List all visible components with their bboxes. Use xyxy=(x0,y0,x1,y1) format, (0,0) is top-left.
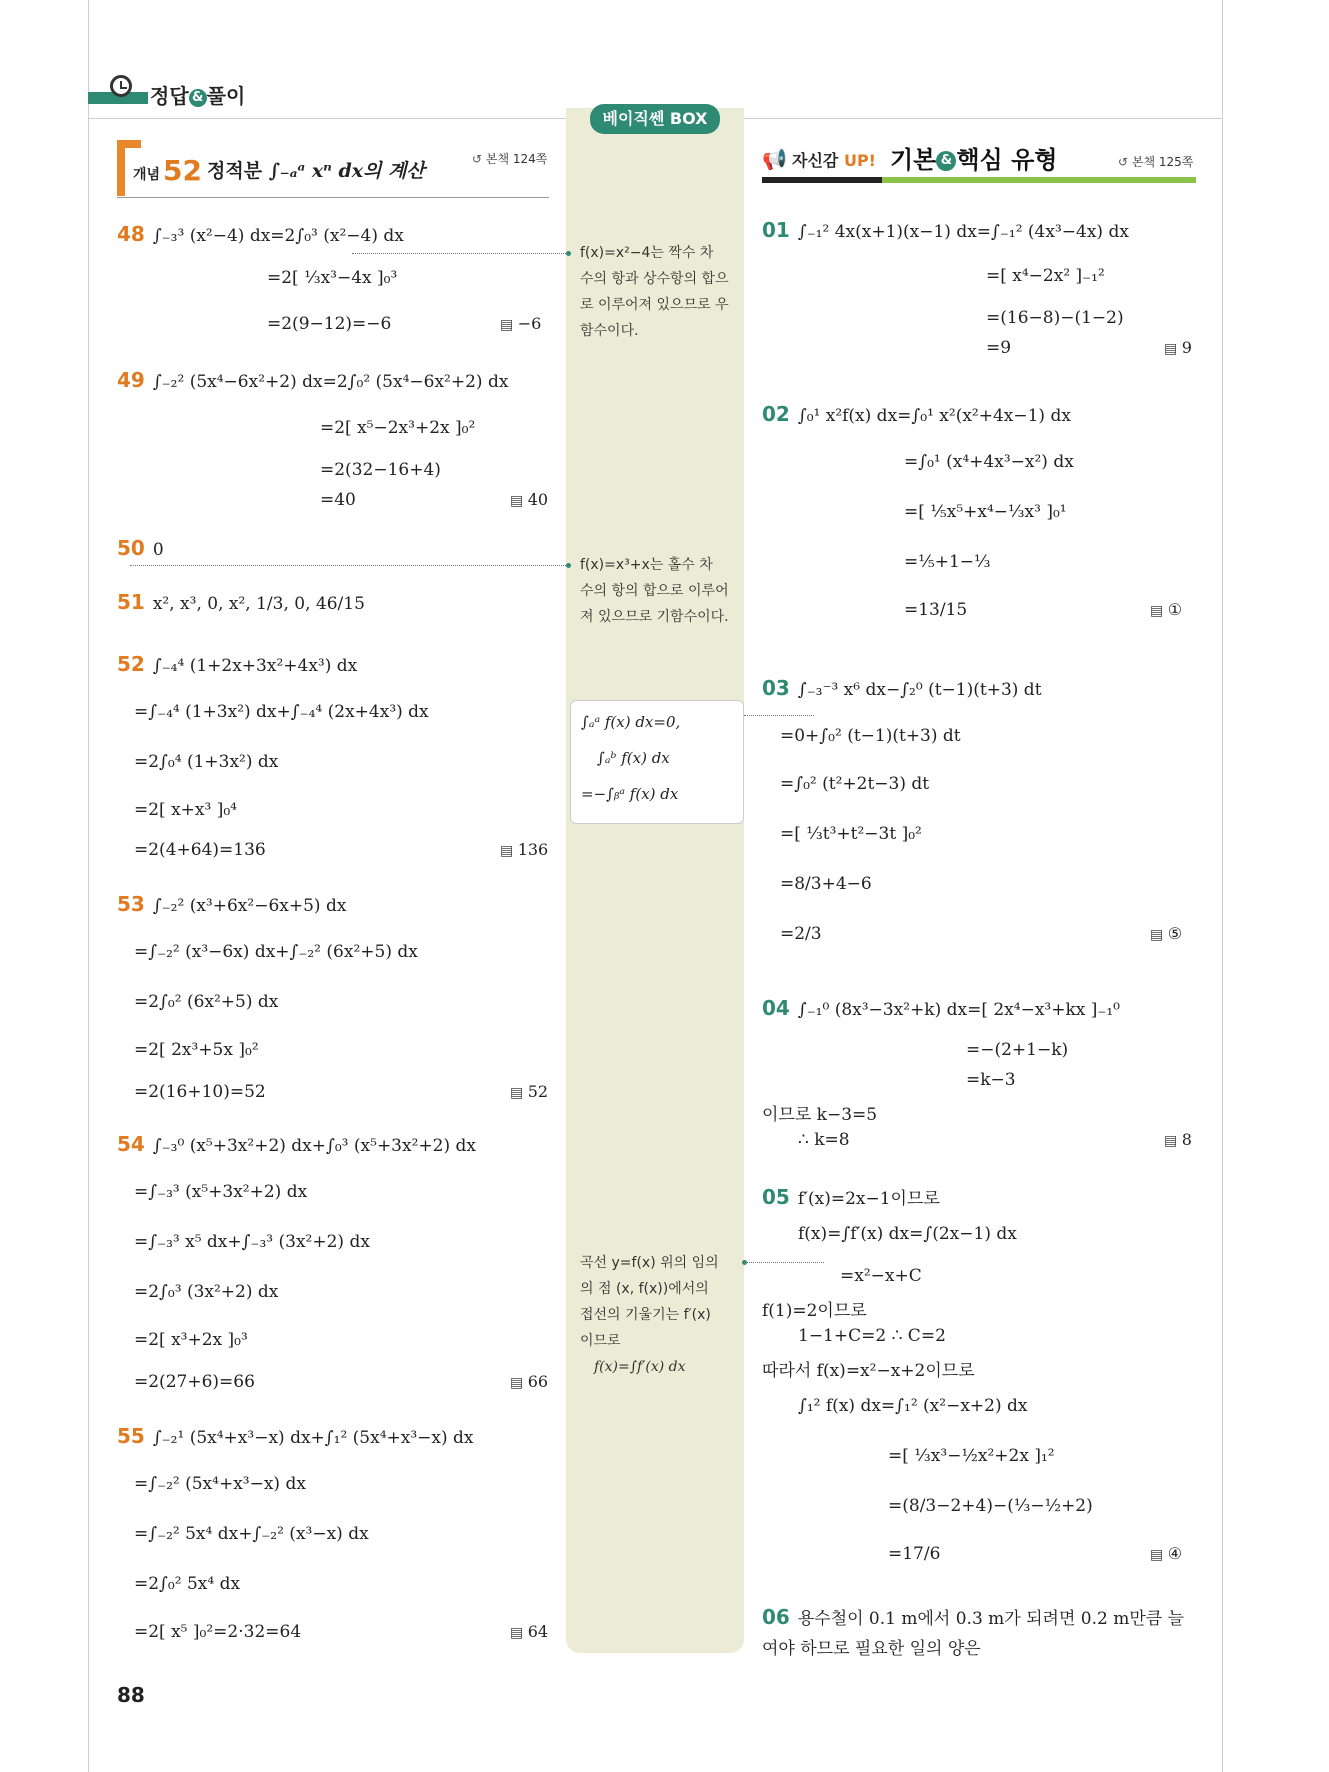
concept-rule xyxy=(117,197,549,198)
answer-03: ▤ ⑤ xyxy=(1150,924,1182,943)
problem-02-line-5: =13/15 xyxy=(904,600,968,620)
problem-03-line-4: =[ ⅓t³+t²−3t ]₀² xyxy=(780,824,922,844)
problem-49-line-4: =40 xyxy=(320,490,356,510)
problem-04-line-4: 이므로 k−3=5 xyxy=(762,1105,878,1125)
problem-54-line-2: =∫₋₃³ (x⁵+3x²+2) dx xyxy=(134,1182,308,1202)
problem-49-line-1: 49 ∫₋₂² (5x⁴−6x²+2) dx=2∫₀² (5x⁴−6x²+2) dx xyxy=(117,368,509,392)
problem-04-line-1: 04 ∫₋₁⁰ (8x³−3x²+k) dx=[ 2x⁴−x³+kx ]₋₁⁰ xyxy=(762,996,1120,1020)
integral-property-box: ∫ₐᵃ f(x) dx=0, ∫ₐᵇ f(x) dx =−∫ᵦᵃ f(x) dx xyxy=(570,700,744,824)
problem-49-line-2: =2[ x⁵−2x³+2x ]₀² xyxy=(320,418,476,438)
problem-03-line-2: =0+∫₀² (t−1)(t+3) dt xyxy=(780,726,961,746)
alarm-clock-icon xyxy=(110,75,132,97)
answer-49: ▤ 40 xyxy=(510,490,548,509)
problem-04-line-5: ∴ k=8 xyxy=(798,1130,850,1150)
problem-52-line-5: =2(4+64)=136 xyxy=(134,840,266,860)
concept-title: 정적분 ∫₋ₐᵃ xⁿ dx의 계산 xyxy=(207,160,425,182)
problem-05-line-7: ∫₁² f(x) dx=∫₁² (x²−x+2) dx xyxy=(798,1396,1028,1416)
ampersand-icon: & xyxy=(936,151,956,171)
problem-01-line-1: 01 ∫₋₁² 4x(x+1)(x−1) dx=∫₋₁² (4x³−4x) dx xyxy=(762,218,1129,242)
problem-52-line-3: =2∫₀⁴ (1+3x²) dx xyxy=(134,752,279,772)
answer-05: ▤ ④ xyxy=(1150,1544,1182,1563)
answer-54: ▤ 66 xyxy=(510,1372,548,1391)
problem-03-line-5: =8/3+4−6 xyxy=(780,874,872,894)
problem-03-line-1: 03 ∫₋₃⁻³ x⁶ dx−∫₂⁰ (t−1)(t+3) dt xyxy=(762,676,1042,700)
answer-53: ▤ 52 xyxy=(510,1082,548,1101)
basic-box-badge: 베이직쎈 BOX xyxy=(590,104,720,134)
problem-05-line-3: =x²−x+C xyxy=(840,1266,922,1286)
concept-number: 52 xyxy=(163,154,202,187)
page-border-left xyxy=(88,0,89,1772)
note-leader-2 xyxy=(130,565,568,566)
problem-51-line: 51 x², x³, 0, x², 1/3, 0, 46/15 xyxy=(117,590,365,614)
basic-core-title: 기본 & 핵심 유형 xyxy=(890,146,1058,174)
header-title: 정답 & 풀이 xyxy=(150,84,246,108)
answer-01: ▤ 9 xyxy=(1164,338,1192,357)
note-odd-function: f(x)=x³+x는 홀수 차 수의 항의 합으로 이루어 져 있으므로 기함수이다. xyxy=(580,557,729,625)
answer-55: ▤ 64 xyxy=(510,1622,548,1641)
problem-05-line-2: f(x)=∫f′(x) dx=∫(2x−1) dx xyxy=(798,1224,1017,1244)
note-even-function: f(x)=x²−4는 짝수 차 수의 항과 상수항의 합으 로 이루어져 있으므로 우 함수이다. xyxy=(580,245,729,339)
problem-54-line-4: =2∫₀³ (3x²+2) dx xyxy=(134,1282,279,1302)
problem-03-line-3: =∫₀² (t²+2t−3) dt xyxy=(780,774,930,794)
note-leader-3 xyxy=(744,715,814,716)
problem-54-line-5: =2[ x³+2x ]₀³ xyxy=(134,1330,248,1350)
answer-04: ▤ 8 xyxy=(1164,1130,1192,1149)
note-dot-2 xyxy=(566,563,571,568)
problem-48-line-3: =2(9−12)=−6 xyxy=(267,314,392,334)
problem-05-line-1: 05 f′(x)=2x−1이므로 xyxy=(762,1185,940,1209)
problem-05-line-9: =(8/3−2+4)−(⅓−½+2) xyxy=(888,1496,1093,1516)
concept-header xyxy=(117,140,549,200)
section-rule-green xyxy=(882,177,1196,183)
problem-05-line-5: 1−1+C=2 ∴ C=2 xyxy=(798,1326,946,1346)
problem-53-line-2: =∫₋₂² (x³−6x) dx+∫₋₂² (6x²+5) dx xyxy=(134,942,418,962)
problem-01-line-3: =(16−8)−(1−2) xyxy=(986,308,1124,328)
problem-05-line-4: f(1)=2이므로 xyxy=(762,1301,867,1321)
problem-54-line-6: =2(27+6)=66 xyxy=(134,1372,255,1392)
orange-bracket-top xyxy=(117,140,141,148)
problem-06-line-2: 여야 하므로 필요한 일의 양은 xyxy=(762,1639,981,1659)
problem-05-line-6: 따라서 f(x)=x²−x+2이므로 xyxy=(762,1361,975,1381)
note-tangent-slope: 곡선 y=f(x) 위의 임의 의 점 (x, f(x))에서의 접선의 기울기는 f′(x) 이므로 f(x)=∫f′(x) dx xyxy=(580,1255,719,1375)
concept-label: 개념 xyxy=(133,167,161,183)
problem-54-line-3: =∫₋₃³ x⁵ dx+∫₋₃³ (3x²+2) dx xyxy=(134,1232,370,1252)
main-book-reference-left: ↺ 본책 124쪽 xyxy=(472,150,547,167)
problem-04-line-3: =k−3 xyxy=(966,1070,1016,1090)
page-number: 88 xyxy=(117,1683,145,1707)
note-dot-1 xyxy=(566,251,571,256)
problem-05-line-8: =[ ⅓x³−½x²+2x ]₁² xyxy=(888,1446,1055,1466)
problem-02-line-2: =∫₀¹ (x⁴+4x³−x²) dx xyxy=(904,452,1074,472)
problem-55-line-4: =2∫₀² 5x⁴ dx xyxy=(134,1574,241,1594)
note-leader-4 xyxy=(744,1262,824,1263)
problem-52-line-4: =2[ x+x³ ]₀⁴ xyxy=(134,800,237,820)
problem-48-line-2: =2[ ⅓x³−4x ]₀³ xyxy=(267,268,398,288)
note-leader-1 xyxy=(352,253,568,254)
problem-55-line-5: =2[ x⁵ ]₀²=2·32=64 xyxy=(134,1622,302,1642)
confidence-up-label: 자신감 UP! xyxy=(792,151,876,170)
problem-53-line-4: =2[ 2x³+5x ]₀² xyxy=(134,1040,259,1060)
ampersand-icon: & xyxy=(189,89,207,107)
problem-53-line-5: =2(16+10)=52 xyxy=(134,1082,266,1102)
problem-52-line-1: 52 ∫₋₄⁴ (1+2x+3x²+4x³) dx xyxy=(117,652,358,676)
problem-55-line-2: =∫₋₂² (5x⁴+x³−x) dx xyxy=(134,1474,306,1494)
problem-48-line-1: 48 ∫₋₃³ (x²−4) dx=2∫₀³ (x²−4) dx xyxy=(117,222,404,246)
problem-55-line-3: =∫₋₂² 5x⁴ dx+∫₋₂² (x³−x) dx xyxy=(134,1524,369,1544)
problem-53-line-1: 53 ∫₋₂² (x³+6x²−6x+5) dx xyxy=(117,892,347,916)
problem-02-line-3: =[ ⅕x⁵+x⁴−⅓x³ ]₀¹ xyxy=(904,502,1067,522)
problem-06-line-1: 06 용수철이 0.1 m에서 0.3 m가 되려면 0.2 m만큼 늘 xyxy=(762,1605,1185,1629)
page-border-right xyxy=(1222,0,1223,1772)
problem-55-line-1: 55 ∫₋₂¹ (5x⁴+x³−x) dx+∫₁² (5x⁴+x³−x) dx xyxy=(117,1424,474,1448)
answer-48: ▤ −6 xyxy=(500,314,541,333)
problem-49-line-3: =2(32−16+4) xyxy=(320,460,441,480)
problem-02-line-1: 02 ∫₀¹ x²f(x) dx=∫₀¹ x²(x²+4x−1) dx xyxy=(762,402,1071,426)
problem-01-line-2: =[ x⁴−2x² ]₋₁² xyxy=(986,266,1105,286)
answer-02: ▤ ① xyxy=(1150,600,1182,619)
problem-02-line-4: =⅕+1−⅓ xyxy=(904,552,991,572)
problem-54-line-1: 54 ∫₋₃⁰ (x⁵+3x²+2) dx+∫₀³ (x⁵+3x²+2) dx xyxy=(117,1132,476,1156)
problem-01-line-4: =9 xyxy=(986,338,1012,358)
problem-50-line: 50 0 xyxy=(117,536,164,560)
problem-52-line-2: =∫₋₄⁴ (1+3x²) dx+∫₋₄⁴ (2x+4x³) dx xyxy=(134,702,429,722)
problem-04-line-2: =−(2+1−k) xyxy=(966,1040,1069,1060)
section-rule-dark xyxy=(762,177,882,183)
main-book-reference-right: ↺ 본책 125쪽 xyxy=(1118,153,1193,170)
answer-52: ▤ 136 xyxy=(500,840,548,859)
orange-bracket xyxy=(117,140,125,196)
problem-53-line-3: =2∫₀² (6x²+5) dx xyxy=(134,992,279,1012)
problem-03-line-6: =2/3 xyxy=(780,924,822,944)
problem-05-line-10: =17/6 xyxy=(888,1544,941,1564)
megaphone-icon: 📢 xyxy=(762,147,787,171)
